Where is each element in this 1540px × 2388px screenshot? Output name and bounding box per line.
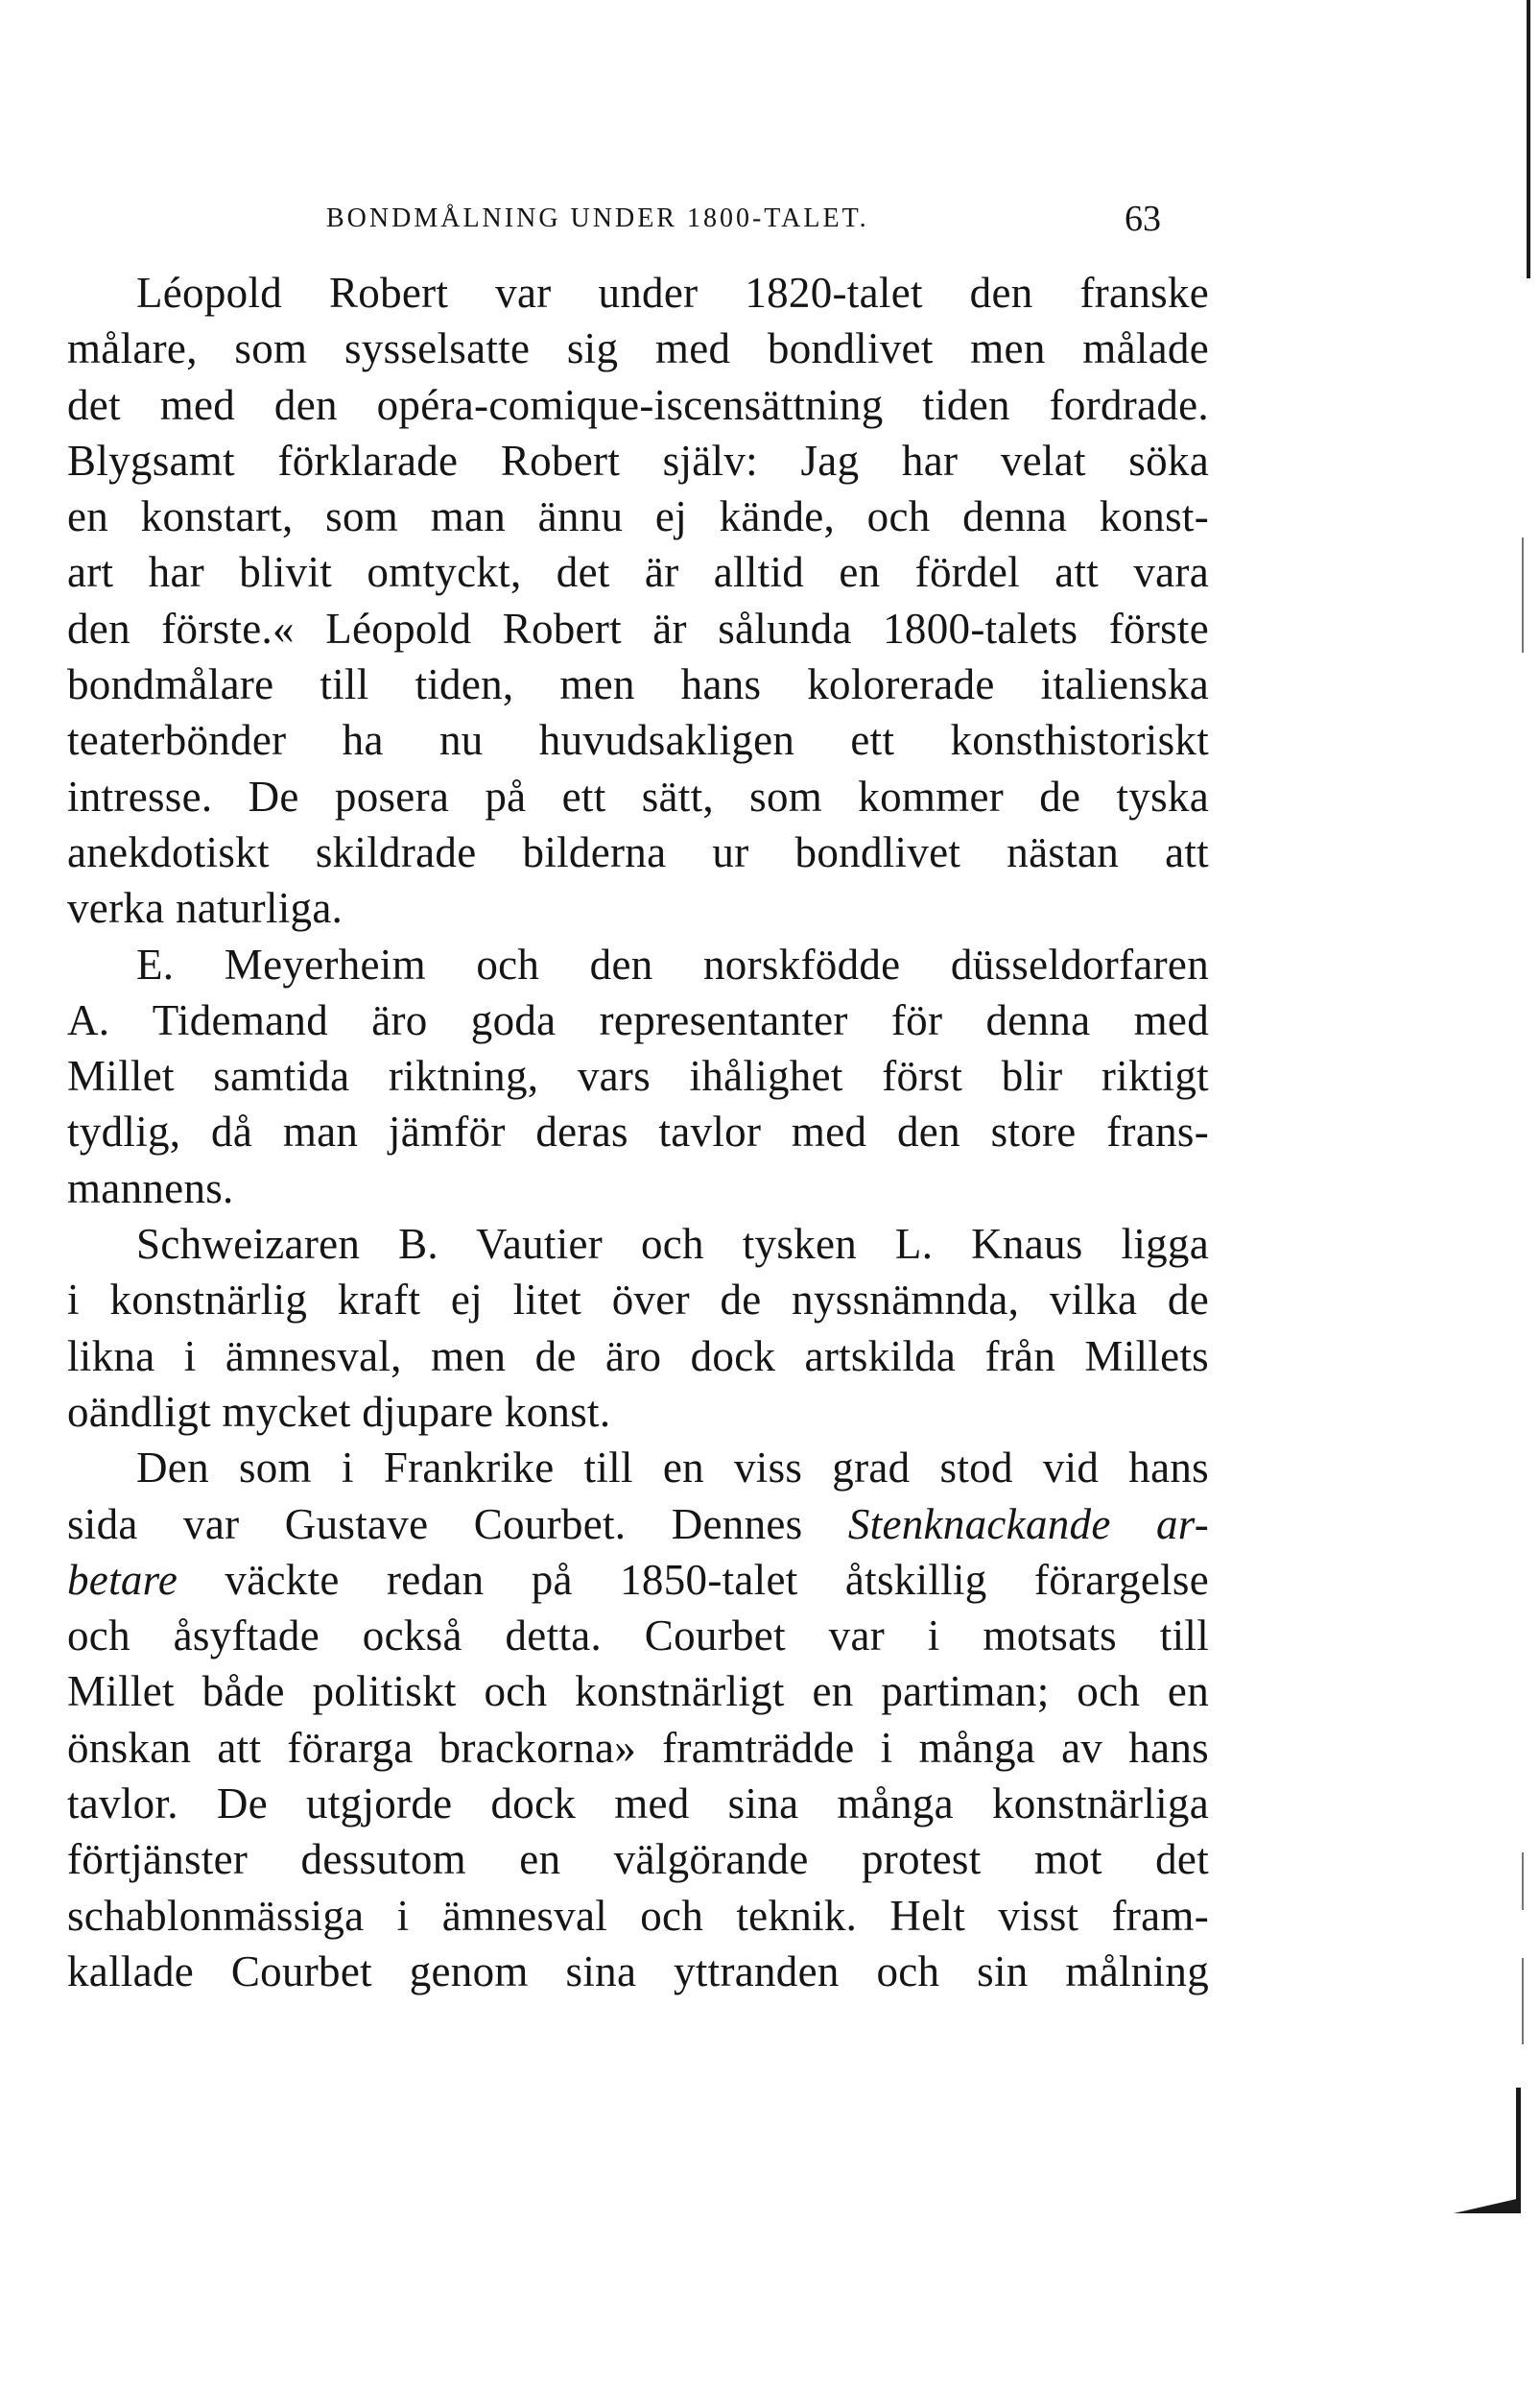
scan-edge-mark bbox=[1522, 537, 1524, 653]
body-text bbox=[67, 265, 1209, 1999]
text-line bbox=[67, 433, 1209, 489]
line-text: oändligt mycket djupare konst. bbox=[67, 1387, 611, 1436]
line-text: förtjänster dessutom en välgörande protest mot det bbox=[67, 1835, 1209, 1884]
text-line bbox=[67, 1552, 1209, 1608]
text-line bbox=[67, 1272, 1209, 1327]
text-line bbox=[67, 1328, 1209, 1384]
line-text: och åsyftade också detta. Courbet var i motsats till bbox=[67, 1612, 1209, 1660]
running-head: BONDMÅLNING UNDER 1800-TALET. bbox=[326, 203, 869, 233]
text-line bbox=[67, 1384, 1209, 1440]
line-text: Schweizaren B. Vautier och tysken L. Knaus ligga bbox=[136, 1220, 1209, 1269]
text-line bbox=[67, 1160, 1209, 1216]
text-line bbox=[67, 1216, 1209, 1272]
text-line bbox=[67, 489, 1209, 544]
text-line bbox=[67, 1776, 1209, 1831]
line-text: Millet samtida riktning, vars ihålighet först blir riktigt bbox=[67, 1052, 1209, 1101]
line-text: verka naturliga. bbox=[67, 884, 344, 933]
scan-edge-mark bbox=[1527, 0, 1530, 278]
page-header bbox=[67, 198, 1199, 246]
text-line bbox=[67, 1608, 1209, 1663]
text-line bbox=[67, 1888, 1209, 1944]
line-text: likna i ämnesval, men de äro dock artskilda från Millets bbox=[67, 1331, 1209, 1380]
text-line bbox=[67, 937, 1209, 992]
text-line bbox=[67, 712, 1209, 768]
text-line bbox=[67, 321, 1209, 376]
text-line bbox=[67, 769, 1209, 824]
line-text: en konstart, som man ännu ej kände, och denna konst- bbox=[67, 492, 1209, 541]
line-text: anekdotiskt skildrade bilderna ur bondlivet nästan att bbox=[67, 827, 1209, 876]
italic-title-text: betare bbox=[67, 1555, 178, 1604]
line-text: sida var Gustave Courbet. Dennes bbox=[67, 1499, 848, 1548]
text-line bbox=[67, 657, 1209, 712]
line-text: schablonmässiga i ämnesval och teknik. Helt visst fram- bbox=[67, 1891, 1209, 1940]
line-text: Den som i Frankrike till en viss grad stod vid hans bbox=[136, 1444, 1209, 1492]
line-text: E. Meyerheim och den norskfödde düsseldorfaren bbox=[136, 940, 1209, 989]
line-text: tavlor. De utgjorde dock med sina många konstnärliga bbox=[67, 1779, 1209, 1828]
line-text: tydlig, då man jämför deras tavlor med den store frans- bbox=[67, 1108, 1209, 1157]
line-text: Léopold Robert var under 1820-talet den franske bbox=[136, 269, 1209, 317]
scan-edge-mark bbox=[1522, 1852, 1524, 1910]
text-line bbox=[67, 1104, 1209, 1159]
line-text: det med den opéra-comique-iscensättning tiden fordrade. bbox=[67, 380, 1209, 429]
line-text: väckte redan på 1850-talet åtskillig förargelse bbox=[178, 1555, 1209, 1604]
text-line bbox=[67, 1720, 1209, 1776]
scan-edge-mark bbox=[1522, 1958, 1524, 2044]
line-text: Blygsamt förklarade Robert själv: Jag har velat söka bbox=[67, 436, 1209, 485]
text-line bbox=[67, 1663, 1209, 1719]
text-line bbox=[67, 1831, 1209, 1887]
line-text: den förste.« Léopold Robert är sålunda 1800-talets förste bbox=[67, 604, 1209, 653]
text-line bbox=[67, 1496, 1209, 1552]
line-text: i konstnärlig kraft ej litet över de nyssnämnda, vilka de bbox=[67, 1276, 1209, 1325]
text-line bbox=[67, 377, 1209, 433]
text-line bbox=[67, 824, 1209, 880]
line-text: målare, som sysselsatte sig med bondlivet men målade bbox=[67, 324, 1209, 373]
line-text: kallade Courbet genom sina yttranden och sin målning bbox=[67, 1946, 1209, 1995]
italic-title-text: Stenknackande ar- bbox=[847, 1499, 1209, 1548]
text-line bbox=[67, 1048, 1209, 1104]
text-line bbox=[67, 601, 1209, 657]
scan-edge-mark bbox=[1516, 2088, 1521, 2212]
line-text: A. Tidemand äro goda representanter för denna med bbox=[67, 995, 1209, 1044]
line-text: intresse. De posera på ett sätt, som kommer de tyska bbox=[67, 772, 1209, 821]
text-line bbox=[67, 880, 1209, 936]
page-number: 63 bbox=[1125, 199, 1161, 239]
text-line bbox=[67, 265, 1209, 321]
line-text: önskan att förarga brackorna» framträdde i många av hans bbox=[67, 1723, 1209, 1772]
line-text: mannens. bbox=[67, 1163, 234, 1212]
text-line bbox=[67, 1440, 1209, 1495]
text-line bbox=[67, 544, 1209, 600]
line-text: bondmålare till tiden, men hans kolorerade italienska bbox=[67, 660, 1209, 709]
line-text: teaterbönder ha nu huvudsakligen ett konsthistoriskt bbox=[67, 716, 1209, 765]
line-text: Millet både politiskt och konstnärligt en partiman; och en bbox=[67, 1667, 1209, 1716]
line-text: art har blivit omtyckt, det är alltid en fördel att vara bbox=[67, 548, 1209, 597]
text-line bbox=[67, 992, 1209, 1048]
text-line bbox=[67, 1944, 1209, 1999]
scan-edge-mark bbox=[1454, 2198, 1521, 2213]
